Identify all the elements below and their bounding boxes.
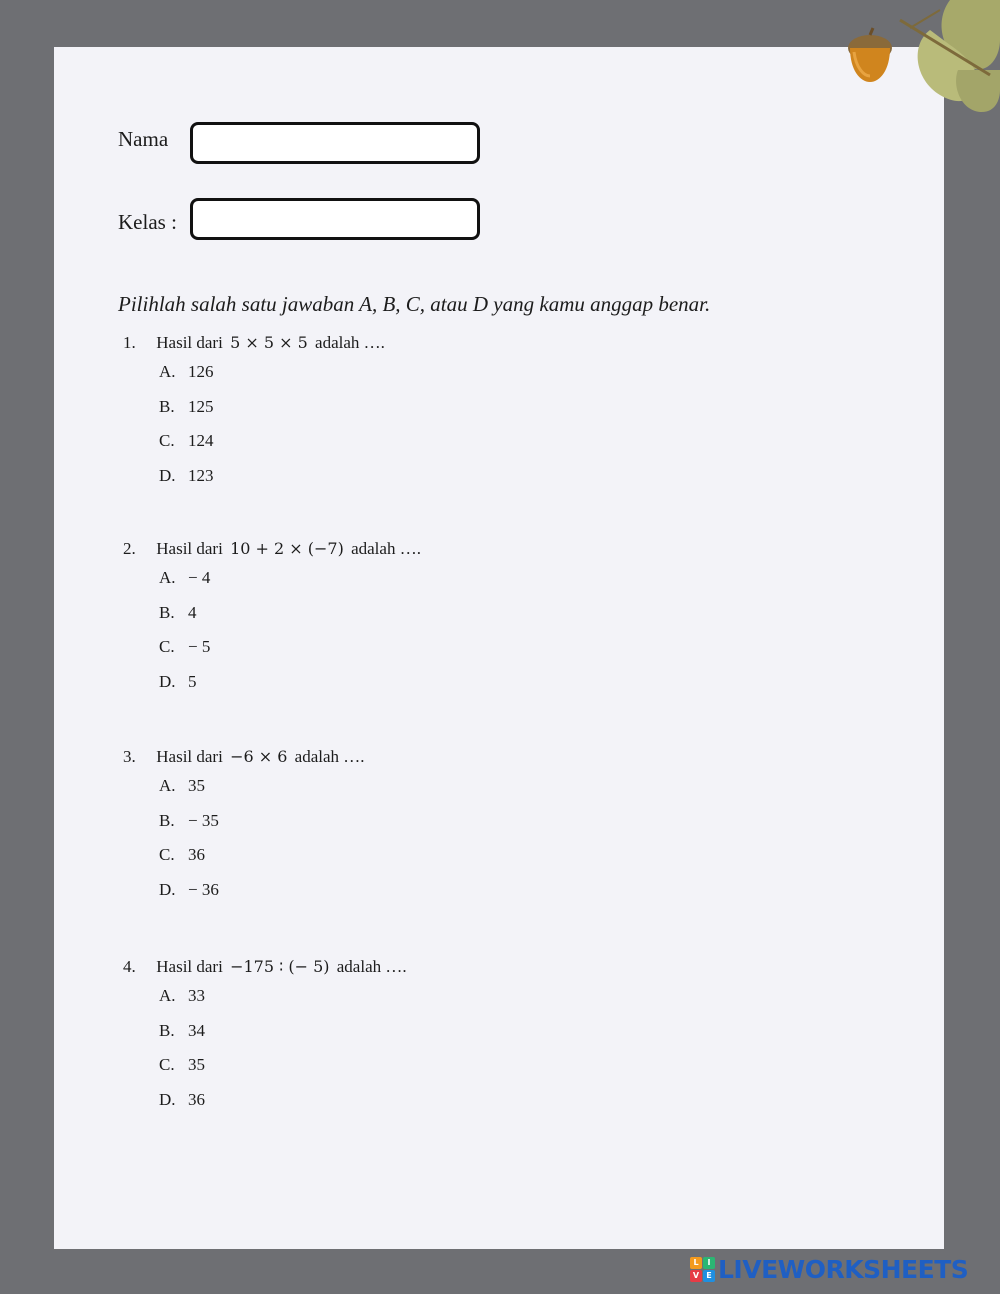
- answer-option-b[interactable]: B. 34: [159, 1020, 205, 1040]
- name-label: Nama: [118, 127, 169, 151]
- answer-option-a[interactable]: A. 33: [159, 986, 205, 1005]
- answer-option-a[interactable]: A. 35: [159, 776, 205, 795]
- question-suffix: adalah ….: [351, 539, 421, 558]
- question-number: 2.: [123, 539, 136, 558]
- answer-option-c[interactable]: C. 124: [159, 431, 214, 450]
- question-suffix: adalah ….: [294, 747, 365, 766]
- question-header: [123, 745, 365, 769]
- answer-option-d[interactable]: D. − 36: [159, 879, 219, 899]
- answer-option-c[interactable]: C. − 5: [159, 637, 211, 656]
- question-suffix: adalah ….: [336, 957, 407, 976]
- name-input[interactable]: [190, 122, 480, 164]
- question-suffix: adalah ….: [315, 333, 385, 352]
- answer-option-a[interactable]: A. − 4: [159, 568, 211, 587]
- answer-options: [123, 561, 421, 699]
- question-number: 3.: [123, 747, 136, 766]
- class-input[interactable]: [190, 198, 480, 240]
- question-expression: 10 + 2 × (−7): [230, 539, 344, 558]
- question-3: [123, 745, 365, 907]
- question-header: [123, 331, 385, 355]
- answer-option-a[interactable]: A. 126: [159, 362, 214, 381]
- question-number: 4.: [123, 957, 136, 976]
- question-2: [123, 537, 421, 699]
- question-header: [123, 537, 421, 561]
- question-expression: −6 × 6: [230, 747, 288, 766]
- question-number: 1.: [123, 333, 136, 352]
- question-4: [123, 955, 407, 1117]
- question-prefix: Hasil dari: [156, 333, 223, 352]
- question-prefix: Hasil dari: [156, 957, 223, 976]
- worksheet-page: [54, 47, 944, 1249]
- question-prefix: Hasil dari: [156, 539, 223, 558]
- answer-option-b[interactable]: B. 125: [159, 396, 214, 416]
- question-header: [123, 955, 407, 979]
- answer-option-b[interactable]: B. 4: [159, 602, 197, 622]
- answer-options: [123, 979, 407, 1117]
- answer-option-c[interactable]: C. 35: [159, 1055, 205, 1074]
- answer-option-c[interactable]: C. 36: [159, 845, 205, 864]
- question-prefix: Hasil dari: [156, 747, 223, 766]
- answer-option-b[interactable]: B. − 35: [159, 810, 219, 830]
- class-label: Kelas :: [118, 210, 177, 234]
- question-expression: 5 × 5 × 5: [230, 333, 308, 352]
- question-1: [123, 331, 385, 493]
- liveworksheets-logo[interactable]: [690, 1255, 968, 1283]
- instruction-text: Pilihlah salah satu jawaban A, B, C, atau D yang kamu anggap benar.: [118, 292, 711, 316]
- liveworksheets-logo-icon: L I V E: [690, 1257, 715, 1282]
- answer-option-d[interactable]: D. 123: [159, 465, 214, 485]
- acorn-leaf-icon: [840, 0, 1000, 120]
- question-expression: −175 ∶ (− 5): [230, 957, 330, 976]
- answer-option-d[interactable]: D. 5: [159, 671, 197, 691]
- answer-options: [123, 769, 365, 907]
- answer-options: [123, 355, 385, 493]
- logo-text: LIVEWORKSHEETS: [718, 1254, 969, 1284]
- answer-option-d[interactable]: D. 36: [159, 1089, 205, 1109]
